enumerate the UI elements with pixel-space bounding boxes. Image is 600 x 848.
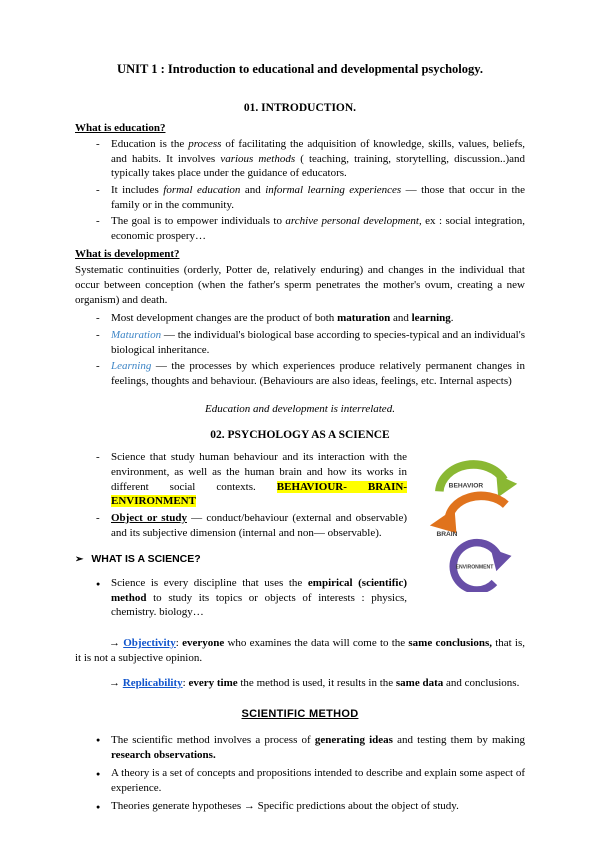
text-run: same data	[395, 677, 444, 690]
list-item	[75, 183, 525, 212]
text-run: Science that study human behaviour and its interaction with the environment, as well as the human brain and how its works in different social contexts.	[111, 451, 407, 493]
text-run: Objectivity	[123, 637, 176, 649]
text-run: It includes	[111, 183, 164, 196]
text-run: Systematic continuities (orderly, Potter de, relatively enduring) and changes in the individual that occur between conception (when the father's sperm penetrates the mother's ovum, creating a new organism) and death.	[75, 264, 525, 306]
text-run: process	[188, 138, 222, 150]
behavior-label: BEHAVIOR	[448, 482, 484, 490]
scientific-method-list	[75, 733, 525, 814]
list-item	[75, 214, 525, 243]
text-run: empirical (scientific) method	[111, 577, 407, 604]
science-section-heading: 02. PSYCHOLOGY AS A SCIENCE	[210, 429, 390, 442]
environment-arrowhead	[491, 549, 512, 572]
replicability-paragraph	[75, 676, 525, 691]
list-item-text	[111, 766, 525, 795]
text-run: Object or study	[111, 511, 187, 524]
dash-marker: -	[96, 511, 100, 524]
text-run: and testing them by making	[392, 733, 525, 746]
text-run: various methods	[220, 152, 296, 165]
text-run: Most development changes are the product of both	[111, 312, 338, 325]
bullet-marker: ●	[96, 769, 101, 778]
dash-marker: -	[96, 138, 100, 150]
list-item-text	[111, 576, 407, 620]
text-run: and conclusions.	[443, 677, 520, 690]
text-run: Replicability	[122, 677, 183, 690]
text-run: — the individual's biological base according to species-typical and an individual's biological inheritance.	[111, 328, 525, 356]
list-item	[75, 328, 525, 357]
list-item	[75, 359, 525, 388]
development-list	[75, 311, 525, 388]
text-run: Science is every discipline that uses the	[111, 577, 308, 590]
intro-section-heading: 01. INTRODUCTION.	[243, 102, 357, 114]
text-run: The scientific method involves a process of	[111, 733, 315, 746]
what-is-education-heading: What is education?	[75, 122, 166, 134]
arrow-bullet-icon: ➢	[75, 554, 84, 566]
text-run: .	[450, 312, 454, 325]
list-item-text	[111, 511, 407, 540]
what-is-development-heading: What is development?	[75, 248, 180, 261]
dash-marker: -	[96, 183, 100, 196]
text-run: archive personal development,	[285, 215, 422, 228]
list-item-text	[111, 799, 525, 814]
text-run: →	[109, 637, 124, 649]
list-item	[75, 511, 407, 540]
text-run: of facilitating the adquisition of knowledge, skills, values, beliefs, and habits. It involves	[111, 138, 526, 165]
dash-marker: -	[96, 360, 100, 373]
text-run: and	[240, 183, 266, 196]
text-run: →	[109, 677, 123, 690]
text-run: Education is the	[111, 138, 189, 150]
list-item-text	[111, 183, 525, 212]
list-item-text	[111, 137, 525, 181]
text-run: maturation	[337, 312, 391, 325]
dash-marker: -	[96, 328, 100, 341]
text-run: ex : social integration, economic prospery…	[111, 215, 526, 242]
text-run: — those that occur in the family or in the community.	[111, 183, 525, 211]
list-item	[75, 311, 525, 326]
text-run: A theory is a set of concepts and propositions intended to describe and explain some aspect of experience.	[111, 767, 525, 794]
bullet-marker: ●	[96, 802, 101, 811]
brain-label: BRAIN	[436, 531, 458, 539]
development-paragraph	[75, 263, 525, 307]
text-run: Theories generate hypotheses → Specific predictions about the object of study.	[111, 800, 459, 813]
dash-marker: -	[96, 451, 100, 464]
text-run: who examines the data will come to the	[224, 637, 409, 649]
behavior-brain-environment-diagram	[423, 442, 525, 592]
bullet-marker: ●	[96, 736, 101, 745]
science-section	[75, 450, 525, 620]
list-item	[75, 450, 407, 509]
text-run: — conduct/behaviour (external and observable) and its subjective dimension (internal and non— observable).	[111, 511, 407, 539]
text-run: to study its topics or objects of interests : physics, chemistry. biology…	[111, 591, 407, 619]
text-run: BEHAVIOUR- BRAIN- ENVIRONMENT	[111, 480, 407, 508]
environment-label: ENVIRONMENT	[455, 564, 494, 571]
text-run: :	[175, 637, 183, 649]
list-item	[75, 733, 525, 762]
scientific-method-heading: SCIENTIFIC METHOD	[241, 707, 359, 720]
text-run: :	[182, 677, 189, 690]
text-run: research observations.	[111, 748, 216, 761]
list-item-text	[111, 214, 525, 243]
text-run: generating ideas	[314, 733, 393, 746]
brain-arrow	[449, 496, 506, 522]
text-run: same conclusions,	[408, 637, 492, 649]
list-item-text	[111, 450, 407, 509]
list-item	[75, 576, 407, 620]
interrelated-note: Education and development is interrelated.	[205, 403, 395, 416]
text-run: ( teaching, training, storytelling, discussion..)and typically takes place under the guidance of educators.	[111, 152, 526, 180]
bullet-marker: ●	[96, 579, 101, 588]
list-item	[75, 799, 525, 814]
document-title: UNIT 1 : Introduction to educational and developmental psychology.	[117, 62, 483, 76]
text-run: — the processes by which experiences produce relatively permanent changes in feelings, thoughts and behaviour. (Behaviours are also ideas, feelings, etc. Internal aspects)	[111, 360, 525, 387]
text-run: the method is used, it results in the	[237, 677, 396, 690]
text-run: Learning	[111, 360, 152, 373]
text-run: and	[390, 312, 412, 325]
text-run: formal education	[163, 183, 241, 196]
text-run: informal learning experiences	[265, 183, 402, 196]
dash-marker: -	[96, 215, 100, 228]
text-run: that is, it is not a subjective opinion.	[75, 637, 526, 664]
what-is-science-heading-text: WHAT IS A SCIENCE?	[91, 553, 201, 566]
list-item-text	[111, 328, 525, 357]
list-item-text	[111, 733, 525, 762]
dash-marker: -	[96, 312, 100, 325]
education-list	[75, 137, 525, 243]
objectivity-paragraph	[75, 636, 525, 665]
text-run: everyone	[182, 637, 225, 649]
text-run: learning	[411, 312, 451, 325]
list-item	[75, 137, 525, 181]
list-item-text	[111, 359, 525, 388]
text-run: every time	[188, 677, 238, 690]
list-item	[75, 766, 525, 795]
list-item-text	[111, 311, 525, 326]
text-run: The goal is to empower individuals to	[111, 215, 286, 228]
brain-arrowhead	[430, 509, 457, 534]
text-run: Maturation	[111, 328, 162, 341]
